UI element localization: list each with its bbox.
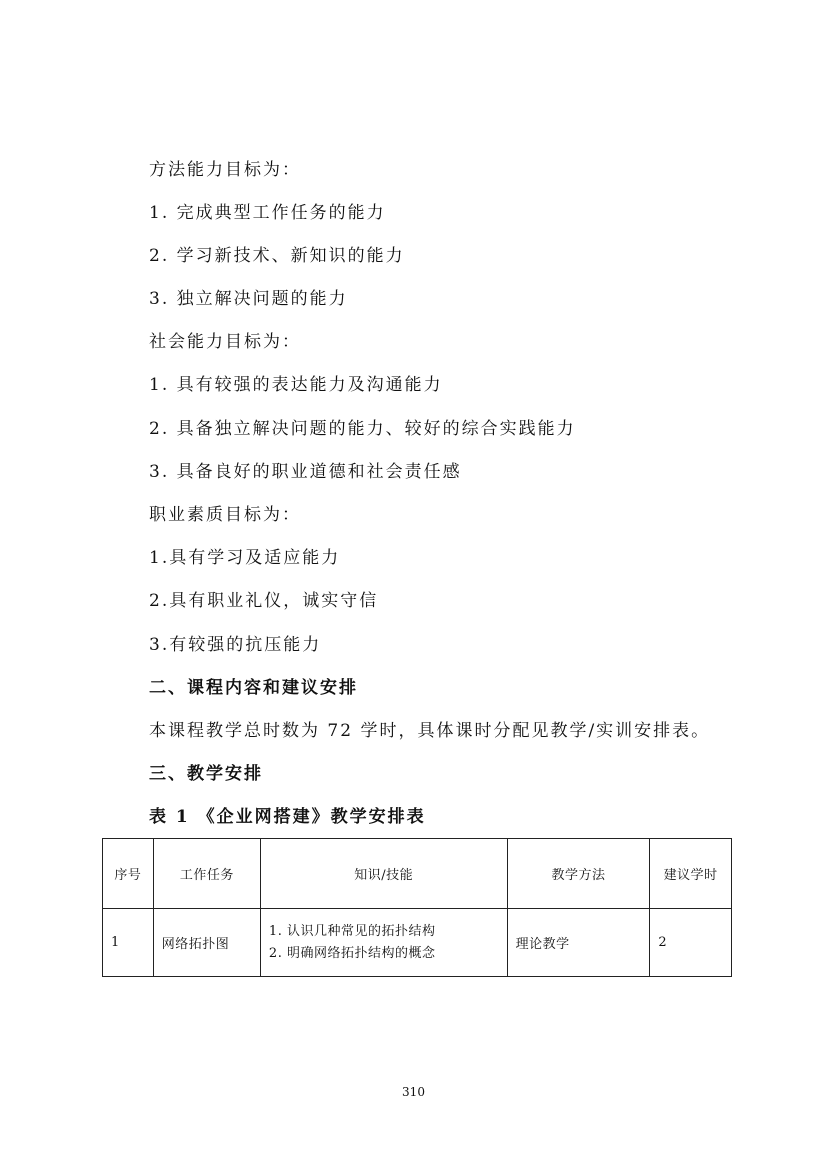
total-hours-paragraph: 本课程教学总时数为 72 学时，具体课时分配见教学/实训安排表。 bbox=[149, 721, 711, 741]
method-ability-item-3: 3. 独立解决问题的能力 bbox=[149, 289, 348, 309]
table-header-row bbox=[103, 839, 732, 909]
header-hours: 建议学时 bbox=[650, 839, 732, 909]
social-ability-heading: 社会能力目标为： bbox=[149, 332, 301, 352]
method-ability-item-1: 1. 完成典型工作任务的能力 bbox=[149, 203, 386, 223]
professional-quality-item-1: 1.具有学习及适应能力 bbox=[149, 548, 341, 568]
header-task: 工作任务 bbox=[153, 839, 260, 909]
professional-quality-item-2: 2.具有职业礼仪，诚实守信 bbox=[149, 591, 379, 611]
professional-quality-item-3: 3.有较强的抗压能力 bbox=[149, 635, 322, 655]
cell-task: 网络拓扑图 bbox=[153, 909, 260, 977]
page-number: 310 bbox=[402, 1085, 425, 1099]
cell-hours: 2 bbox=[650, 909, 732, 977]
social-ability-item-3: 3. 具备良好的职业道德和社会责任感 bbox=[149, 462, 462, 482]
method-ability-item-2: 2. 学习新技术、新知识的能力 bbox=[149, 246, 405, 266]
social-ability-item-2: 2. 具备独立解决问题的能力、较好的综合实践能力 bbox=[149, 419, 576, 439]
table-caption: 表 1 《企业网搭建》教学安排表 bbox=[149, 807, 426, 827]
knowledge-item-1: 1. 认识几种常见的拓扑结构 bbox=[268, 923, 436, 939]
schedule-table bbox=[102, 838, 732, 977]
header-method: 教学方法 bbox=[507, 839, 650, 909]
knowledge-item-2: 2. 明确网络拓扑结构的概念 bbox=[268, 945, 436, 961]
header-knowledge: 知识/技能 bbox=[260, 839, 507, 909]
section-heading-content: 二、课程内容和建议安排 bbox=[149, 678, 358, 698]
cell-knowledge bbox=[260, 909, 507, 977]
table-row bbox=[103, 909, 732, 977]
cell-method: 理论教学 bbox=[507, 909, 650, 977]
header-seq: 序号 bbox=[103, 839, 154, 909]
social-ability-item-1: 1. 具有较强的表达能力及沟通能力 bbox=[149, 375, 443, 395]
cell-seq: 1 bbox=[103, 909, 154, 977]
section-heading-schedule: 三、教学安排 bbox=[149, 764, 263, 784]
method-ability-heading: 方法能力目标为： bbox=[149, 160, 301, 180]
professional-quality-heading: 职业素质目标为： bbox=[149, 505, 301, 525]
